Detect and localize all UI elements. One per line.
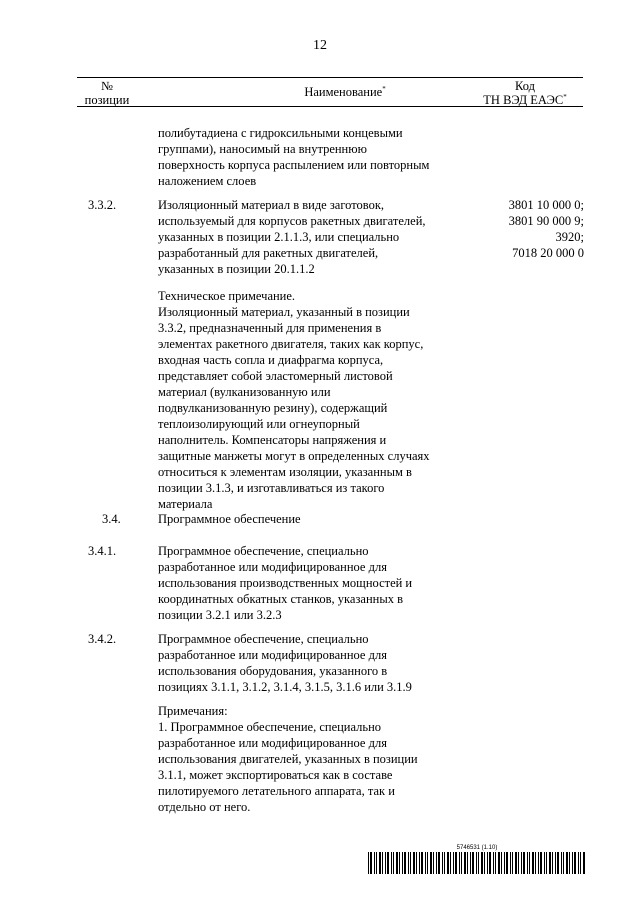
header-position-symbol: № xyxy=(101,79,113,93)
row-number-3-4: 3.4. xyxy=(102,512,121,526)
row-name-3-3-2: Изоляционный материал в виде заготовок, используемый для корпусов ракетных двигателей, указанных в позиции 2.1.1.3, или специально разработанный для ракетных двигателей, указанных в позиции 20.1.1.2 xyxy=(158,198,426,276)
barcode-image xyxy=(368,852,586,874)
row-number-3-3-2: 3.3.2. xyxy=(88,198,117,212)
row-code-3-3-2: 3801 10 000 0; 3801 90 000 9; 3920; 7018 20 000 0 xyxy=(508,198,584,260)
header-code-column xyxy=(467,79,583,107)
header-position-label: позиции xyxy=(84,93,130,107)
header-code-label: Код xyxy=(515,79,535,93)
page-number: 12 xyxy=(313,38,327,53)
technical-note: Техническое примечание. Изоляционный материал, указанный в позиции 3.3.2, предназначенный для применения в элементах ракетного двигателя, таких как корпус, входная часть сопла и диафрагма корпуса, представляет собой эластомерный листовой материал (вулканизованную или подвулканизованную резину), содержащий теплоизолирующий или огнеупорный наполнитель. Компенсаторы напряжения и защитные манжеты могут в определенных случаях относиться к элементам изоляции, указанным в позиции 3.1.3, и изготавливаться из такого материала xyxy=(158,289,430,511)
row-number-3-4-2: 3.4.2. xyxy=(88,632,117,646)
table-header xyxy=(77,77,583,107)
header-code-footnote-mark: * xyxy=(563,92,567,101)
continuation-text: полибутадиена с гидроксильными концевыми группами), наносимый на внутреннюю поверхность корпуса распылением или повторным наложением слоев xyxy=(158,126,430,188)
header-code-system: ТН ВЭД ЕАЭС xyxy=(483,93,564,107)
row-number-3-4-1: 3.4.1. xyxy=(88,544,117,558)
header-name-footnote-mark: * xyxy=(382,84,386,93)
header-position-column xyxy=(77,79,137,107)
barcode-label: 5746531 (1.10) xyxy=(456,845,498,851)
row-name-3-4-1: Программное обеспечение, специально разработанное или модифицированное для использования производственных мощностей и координатных обкатных станков, указанных в позиции 3.2.1 или 3.2.3 xyxy=(158,544,413,622)
row-name-3-4: Программное обеспечение xyxy=(158,512,301,526)
row-name-3-4-2: Программное обеспечение, специально разработанное или модифицированное для использования оборудования, указанного в позициях 3.1.1, 3.1.2, 3.1.4, 3.1.5, 3.1.6 или 3.1.9 xyxy=(158,632,412,694)
header-name-column xyxy=(235,85,455,100)
barcode-area xyxy=(368,845,586,874)
header-name-label: Наименование xyxy=(304,85,383,99)
notes-block: Примечания: 1. Программное обеспечение, специально разработанное или модифицированное для использования двигателей, указанных в позиции 3.1.1, может экспортироваться как в составе пилотируемого летательного аппарата, так и отдельно от него. xyxy=(158,704,418,814)
